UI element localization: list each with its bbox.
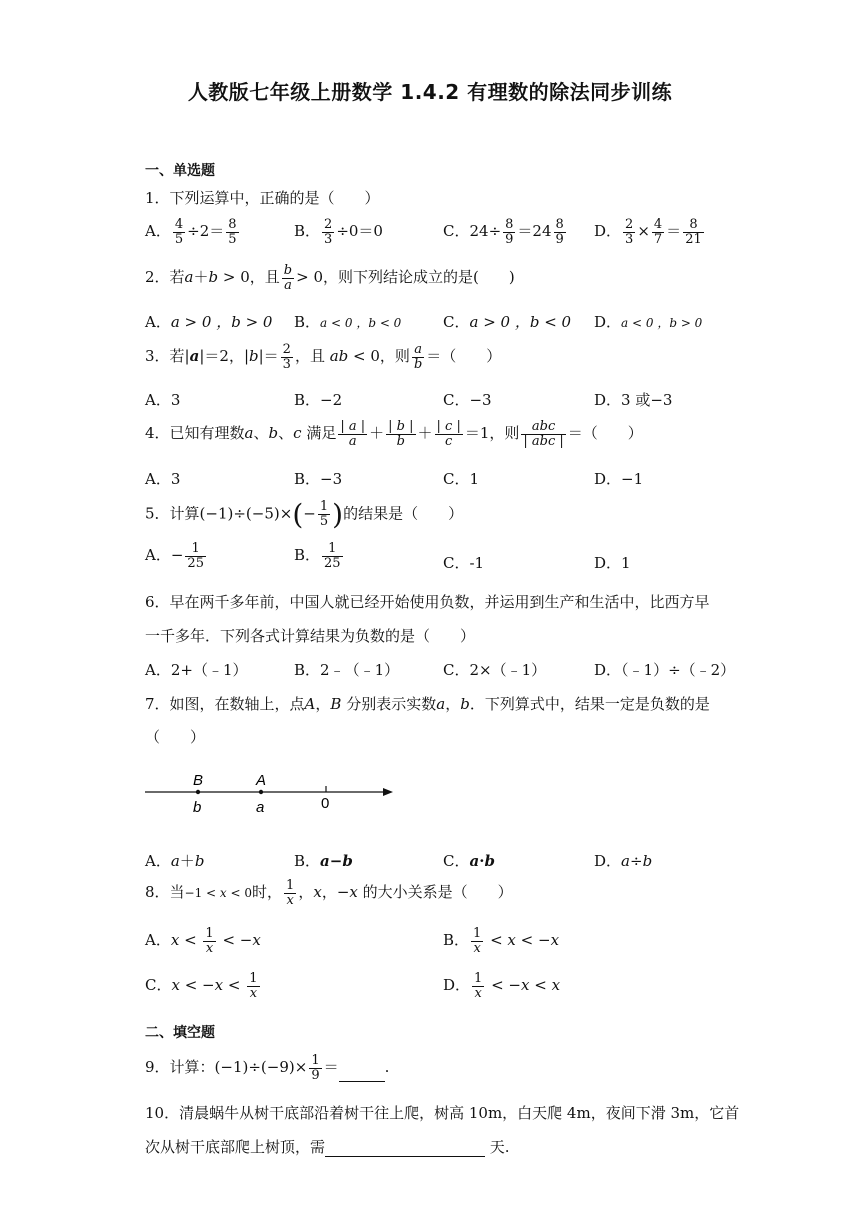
q8-option-d: D． $\frac{1}{x}$ < −x < x — [443, 971, 561, 1001]
q3-option-a: A．3 — [145, 391, 181, 409]
q2-option-c: C．a > 0 ，b < 0 — [443, 313, 572, 331]
question-6-line-1: 6．早在两千多年前，中国人就已经开始使用负数，并运用到生产和生活中，比西方早 — [145, 593, 710, 611]
section-heading-fill-in: 二、填空题 — [145, 1025, 215, 1041]
q1-option-a: A． $\frac{4}{5}$ ÷2＝ $\frac{8}{5}$ — [145, 217, 237, 247]
page-title: 人教版七年级上册数学 1.4.2 有理数的除法同步训练 — [187, 80, 673, 104]
question-6-line-2: 一千多年．下列各式计算结果为负数的是（ ） — [145, 627, 476, 645]
q5-option-b: B． $\frac{1}{25}$ — [294, 541, 341, 571]
q7-option-a: A．a＋b — [145, 852, 205, 870]
point-a-label: A — [256, 772, 267, 789]
question-9-stem: 9．计算：(−1)÷(−9)× $\frac{1}{9}$ ＝ . — [145, 1053, 390, 1083]
q8-option-b: B． $\frac{1}{x}$ < x < −x — [443, 926, 560, 956]
q6-option-d: D．（﹣1）÷（﹣2） — [594, 661, 736, 679]
value-a-label: a — [256, 799, 265, 816]
question-8-stem: 8．当−1 < x < 0时， $\frac{1}{x}$ ，x，−x 的大小关系是（ ） — [145, 878, 513, 908]
question-10-line-2: 次从树干底部爬上树顶，需 天. — [145, 1138, 510, 1156]
q5-option-a: A．− $\frac{1}{25}$ — [145, 541, 204, 571]
question-10-line-1: 10．清晨蜗牛从树干底部沿着树干往上爬，树高 10m，白天爬 4m，夜间下滑 3m，它首 — [145, 1104, 740, 1122]
q8-option-a: A．x < $\frac{1}{x}$ < −x — [145, 926, 261, 956]
section-heading-single-choice: 一、单选题 — [145, 163, 215, 179]
point-a-dot — [259, 790, 263, 794]
number-line-arrow — [383, 788, 393, 796]
q4-option-b: B．−3 — [294, 470, 343, 488]
question-2-stem: 2．若a＋b > 0，且 $\frac{b}{a}$ > 0，则下列结论成立的是( ) — [145, 263, 515, 293]
question-7-line-1: 7．如图，在数轴上，点A，B 分别表示实数a，b．下列算式中，结果一定是负数的是 — [145, 695, 710, 713]
q9-answer-blank[interactable] — [339, 1081, 385, 1082]
number-line-figure — [143, 770, 403, 840]
q10-answer-blank[interactable] — [325, 1140, 485, 1157]
value-b-label: b — [193, 799, 202, 816]
q4-option-c: C．1 — [443, 470, 480, 488]
q2-option-b: B．a < 0 ，b < 0 — [294, 313, 402, 331]
zero-label: 0 — [321, 795, 330, 812]
q2-option-d: D．a < 0 ，b > 0 — [594, 313, 703, 331]
q7-option-b: B．a−b — [294, 852, 353, 870]
question-1-stem: 1．下列运算中，正确的是（ ） — [145, 189, 380, 207]
q1-option-d: D． $\frac{2}{3}$ × $\frac{4}{7}$ ＝ $\frac{8}{21}$ — [594, 217, 702, 247]
point-b-label: B — [193, 772, 204, 789]
q3-option-b: B．−2 — [294, 391, 343, 409]
q8-option-c: C．x < −x < $\frac{1}{x}$ — [145, 971, 258, 1001]
point-b-dot — [196, 790, 200, 794]
q3-option-c: C．−3 — [443, 391, 492, 409]
q4-option-d: D．−1 — [594, 470, 644, 488]
q1-option-c: C．24÷ $\frac{8}{9}$ ＝24 $\frac{8}{9}$ — [443, 217, 564, 247]
q7-option-d: D．a÷b — [594, 852, 653, 870]
q4-option-a: A．3 — [145, 470, 181, 488]
question-5-stem: 5．计算(−1)÷(−5)×(− $\frac{1}{5}$ )的结果是（ ） — [145, 498, 464, 531]
q5-option-d: D．1 — [594, 554, 631, 572]
question-3-stem: 3．若|a|＝2，|b|＝ $\frac{2}{3}$ ，且 ab < 0，则 $\frac{a}{b}$ ＝（ ） — [145, 342, 502, 372]
question-4-stem: 4．已知有理数a、b、c 满足 $\frac{| a |}{a}$ ＋ $\frac{| b |}{b}$ ＋ $\frac{| c |}{c}$ ＝1，则 $\frac{\text{abc}}{\text{| abc |}}$ ＝（ ） — [145, 419, 643, 449]
q6-option-b: B．2﹣（﹣1） — [294, 661, 400, 679]
q7-option-c: C．a·b — [443, 852, 495, 870]
q1-option-b: B． $\frac{2}{3}$ ÷0＝0 — [294, 217, 383, 247]
q2-option-a: A．a > 0 ，b > 0 — [145, 313, 273, 331]
question-7-line-2: （ ） — [145, 728, 206, 746]
q6-option-c: C．2×（﹣1） — [443, 661, 547, 679]
q5-option-c: C．-1 — [443, 554, 485, 572]
q6-option-a: A．2+（﹣1） — [145, 661, 248, 679]
q3-option-d: D．3 或−3 — [594, 391, 673, 409]
